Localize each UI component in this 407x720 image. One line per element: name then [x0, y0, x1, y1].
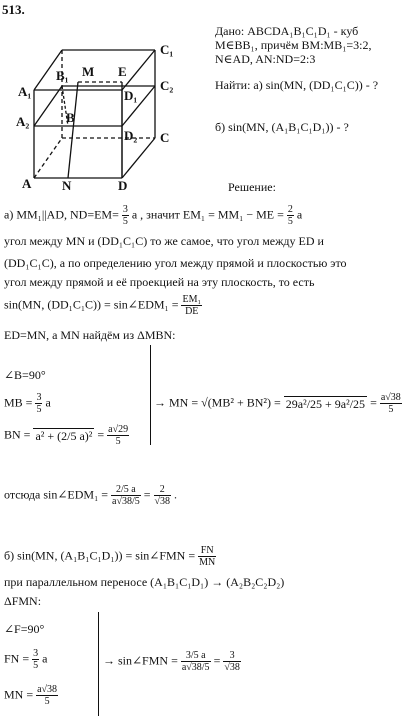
cube-figure — [0, 30, 205, 190]
given-line-2: M∈BB₁, причём BM:MB₁=3:2, — [215, 38, 372, 52]
label-c2: C₂ — [160, 78, 174, 93]
numerator: 2 — [287, 204, 293, 215]
hence-eq-sign: = — [143, 487, 151, 502]
mb-a: MB = — [4, 395, 33, 410]
part-a-line-4: угол между прямой и её проекцией на эту плоскость, то есть — [4, 275, 315, 289]
find-b — [215, 120, 349, 134]
fraction — [380, 392, 402, 415]
find-a — [215, 78, 378, 92]
find-b-prefix: б) — [215, 120, 226, 134]
mb-b: a — [45, 395, 51, 410]
mn-sqrt: 29a²/25 + 9a²/25 — [285, 397, 366, 411]
label-m: M — [82, 64, 95, 79]
solution-title: Решение: — [228, 180, 276, 194]
angle-b: ∠B=90° — [4, 368, 46, 382]
denominator: 5 — [287, 216, 293, 227]
numerator: EM₁ — [182, 294, 201, 305]
fraction — [111, 484, 141, 507]
bn-a: BN = — [4, 427, 31, 442]
part-a-line-5 — [4, 294, 202, 317]
numerator: 3 — [36, 392, 42, 403]
label-b1: B₁ — [56, 68, 69, 83]
res-a: → sin∠FMN = — [103, 653, 178, 668]
part-a-line5-a: sin(MN, (DD₁C₁C)) = sin∠EDM₁ = — [4, 297, 179, 312]
part-b-line-1 — [4, 545, 216, 568]
result-b-eq — [103, 650, 241, 673]
bn-sqrt: a² + (2/5 a)² — [35, 429, 93, 443]
numerator: a√29 — [108, 424, 129, 435]
part-b-line1-a: б) sin(MN, (A₁B₁C₁D₁)) = sin∠FMN = — [4, 548, 196, 563]
denominator: DE — [185, 306, 199, 317]
numerator: FN — [198, 545, 216, 557]
denominator: 5 — [388, 404, 394, 415]
denominator: MN — [199, 557, 216, 568]
label-e: E — [118, 64, 127, 79]
denominator: a√38/5 — [112, 496, 140, 507]
label-a: A — [22, 176, 32, 190]
denominator: √38 — [224, 662, 240, 673]
denominator: a√38/5 — [181, 662, 210, 673]
fraction — [122, 204, 129, 227]
numerator: a√38 — [380, 392, 401, 403]
numerator: 3 — [223, 650, 241, 662]
mn-b-eq — [4, 684, 58, 707]
numerator: 3/5 a — [181, 650, 211, 662]
numerator: 3 — [122, 204, 128, 215]
label-d2: D₂ — [124, 128, 138, 143]
part-b-line-2: при параллельном переносе (A₁B₁C₁D₁) → (A₂B₂C₂D₂) — [4, 575, 285, 589]
hence-eq — [4, 484, 177, 507]
part-a-line-3: (DD₁C₁C), а по определению угол между прямой и плоскостью это — [4, 256, 347, 270]
numerator: a√38 — [37, 684, 58, 695]
mn-eq — [154, 392, 402, 415]
mn-a: → MN = √(MB² + BN²) = — [154, 395, 281, 410]
denominator: √38 — [154, 496, 171, 507]
label-b: B — [66, 110, 75, 125]
fraction — [107, 424, 129, 447]
res-eq-sign: = — [213, 653, 221, 668]
hence-a: отсюда sin∠EDM₁ = — [4, 487, 109, 502]
mn-eq-sign: = — [370, 395, 377, 410]
fraction — [287, 204, 294, 227]
part-a-line1-b: a , значит EM₁ = MM₁ − ME = — [131, 207, 284, 222]
part-b-line-3: ΔFMN: — [4, 594, 42, 608]
fn-eq — [4, 648, 47, 671]
label-d1: D₁ — [124, 88, 138, 103]
label-c1: C₁ — [160, 42, 174, 57]
part-a-line-2: угол между MN и (DD₁C₁C) то же самое, что угол между ED и — [4, 234, 324, 248]
system-bar — [98, 612, 99, 716]
bn-eq — [4, 424, 129, 447]
angle-f: ∠F=90° — [4, 622, 45, 636]
part-a-line1-a: а) MM₁||AD, ND=EM= — [4, 207, 119, 222]
given-line-1: Дано: ABCDA₁B₁C₁D₁ - куб — [215, 24, 359, 38]
mb-eq — [4, 392, 51, 415]
fraction — [35, 392, 42, 415]
fn-a: FN = — [4, 651, 30, 666]
numerator: 2 — [154, 484, 172, 496]
fraction — [198, 545, 216, 568]
denominator: 5 — [33, 660, 39, 671]
numerator: 3 — [33, 648, 39, 659]
denominator: 5 — [115, 436, 121, 447]
find-a-expr: sin(MN, (DD₁C₁C)) - ? — [265, 78, 379, 92]
mn-b-a: MN = — [4, 687, 34, 702]
fraction — [181, 650, 211, 673]
part-a-line-1 — [4, 204, 302, 227]
fn-b: a — [42, 651, 48, 666]
label-a2: A₂ — [16, 114, 30, 129]
system-bar — [150, 345, 151, 445]
part-a-line1-c: a — [296, 207, 303, 222]
bn-eq-sign: = — [97, 427, 105, 442]
denominator: 5 — [44, 696, 50, 707]
part-a-line-6: ED=MN, а MN найдём из ΔMBN: — [4, 328, 176, 342]
denominator: 5 — [36, 404, 42, 415]
denominator: 5 — [122, 216, 128, 227]
label-d: D — [118, 178, 128, 190]
numerator: 2/5 a — [111, 484, 141, 496]
label-a1: A₁ — [18, 84, 32, 99]
fraction — [36, 684, 58, 707]
fraction — [223, 650, 241, 673]
find-b-expr: sin(MN, (A₁B₁C₁D₁)) - ? — [228, 120, 349, 134]
fraction — [154, 484, 172, 507]
given-line-3: N∈AD, AN:ND=2:3 — [215, 52, 316, 66]
fraction — [181, 294, 202, 317]
label-n: N — [62, 178, 72, 190]
hence-dot: . — [174, 487, 178, 502]
fraction — [32, 648, 39, 671]
label-c: C — [160, 130, 170, 145]
problem-number: 513. — [2, 2, 25, 17]
find-a-prefix: Найти: а) — [215, 78, 263, 92]
